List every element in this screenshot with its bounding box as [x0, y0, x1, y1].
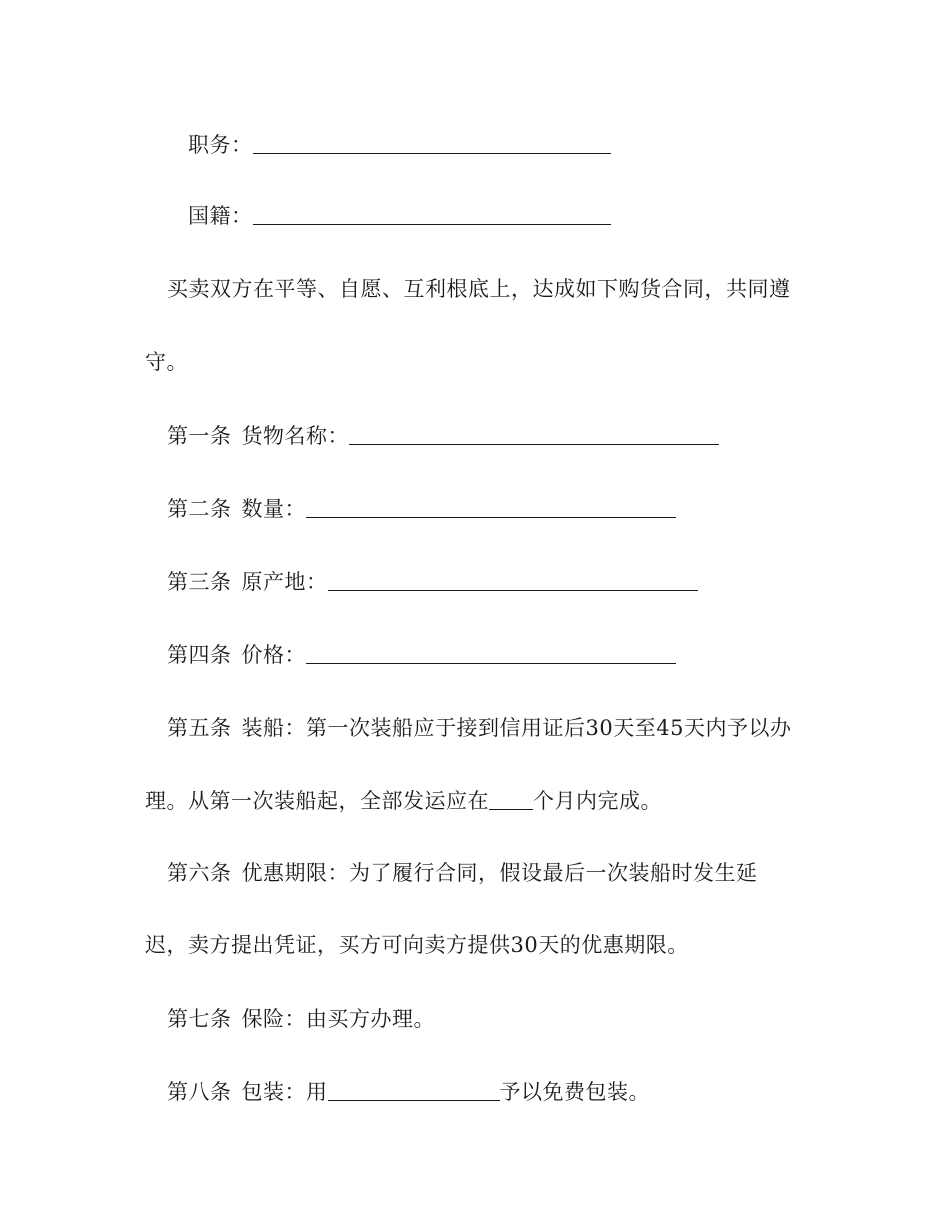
intro-paragraph-line-2: [145, 347, 188, 377]
article-2-number: 第二条: [167, 497, 232, 521]
article-3: [167, 567, 698, 597]
article-2-blank[interactable]: [306, 495, 676, 518]
article-3-label: 原产地：: [241, 570, 328, 594]
position-blank[interactable]: [253, 131, 611, 154]
article-1-blank[interactable]: [349, 422, 719, 445]
nationality-line: [188, 201, 611, 231]
article-7: [167, 1004, 435, 1034]
article-1: [167, 421, 719, 451]
article-6-number: 第六条: [167, 861, 232, 885]
intro-text-1: 买卖双方在平等、自愿、互利根底上，达成如下购货合同，共同遵: [167, 277, 791, 301]
article-8-blank[interactable]: [328, 1078, 500, 1101]
article-1-number: 第一条: [167, 424, 232, 448]
article-1-label: 货物名称：: [241, 424, 349, 448]
article-4: [167, 640, 676, 670]
article-5-text-2b: 个月内完成。: [533, 789, 662, 813]
article-5-text-1: 装船：第一次装船应于接到信用证后30天至45天内予以办: [241, 716, 792, 740]
nationality-blank[interactable]: [253, 202, 611, 225]
article-7-text: 保险：由买方办理。: [241, 1007, 435, 1031]
article-5-months-blank[interactable]: [489, 787, 533, 810]
article-6-text-1: 优惠期限：为了履行合同，假设最后一次装船时发生延: [241, 861, 758, 885]
article-7-number: 第七条: [167, 1007, 232, 1031]
article-5-number: 第五条: [167, 716, 232, 740]
article-6-text-2: 迟，卖方提出凭证，买方可向卖方提供30天的优惠期限。: [145, 933, 689, 957]
article-3-number: 第三条: [167, 570, 232, 594]
article-4-label: 价格：: [241, 643, 306, 667]
article-6-line-2: [145, 930, 689, 960]
article-8-text-1: 包装：用: [241, 1080, 328, 1104]
article-5-line-1: [167, 713, 791, 743]
intro-paragraph-line-1: [167, 274, 791, 304]
article-2: [167, 494, 676, 524]
article-2-label: 数量：: [241, 497, 306, 521]
position-line: [188, 130, 611, 160]
intro-text-2: 守。: [145, 350, 188, 374]
article-5-line-2: [145, 786, 662, 816]
article-5-text-2a: 理。从第一次装船起，全部发运应在: [145, 789, 489, 813]
article-8-text-2: 予以免费包装。: [499, 1080, 650, 1104]
article-4-blank[interactable]: [306, 641, 676, 664]
nationality-label: 国籍：: [188, 204, 253, 228]
article-8: [167, 1077, 650, 1107]
article-6-line-1: [167, 858, 758, 888]
article-8-number: 第八条: [167, 1080, 232, 1104]
position-label: 职务：: [188, 133, 253, 157]
article-4-number: 第四条: [167, 643, 232, 667]
article-3-blank[interactable]: [328, 568, 698, 591]
